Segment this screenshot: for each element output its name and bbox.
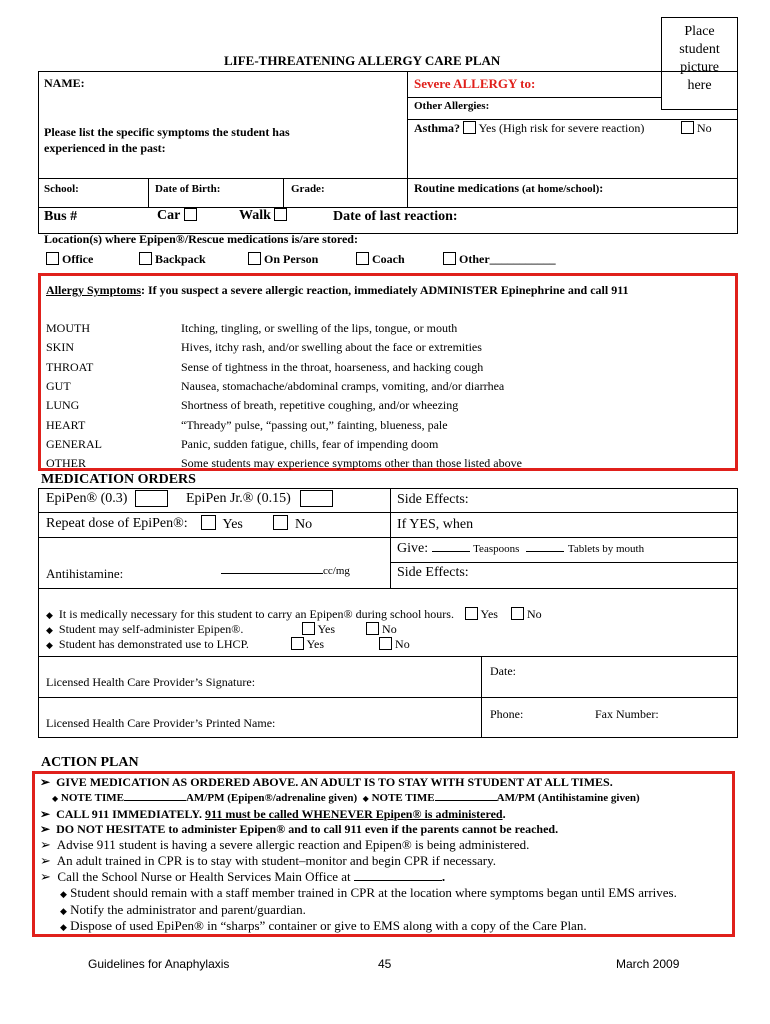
- note-time-label-2: NOTE TIME: [371, 792, 435, 804]
- fax-label: Fax Number:: [595, 707, 659, 721]
- action-text: Advise 911 student is having a severe allergic reaction and Epipen® is being administered.: [56, 837, 530, 852]
- symptom-area: HEART: [46, 418, 86, 432]
- footer-page-number: 45: [378, 957, 392, 971]
- med-bullet-text: Student has demonstrated use to LHCP.: [58, 637, 249, 651]
- location-office: [46, 252, 93, 267]
- diamond-bullet-icon: ◆: [60, 906, 67, 916]
- action-line-5: [40, 837, 529, 853]
- footer-date: March 2009: [616, 957, 680, 971]
- diamond-bullet-icon: ◆: [362, 794, 369, 803]
- symptom-desc: Some students may experience symptoms other than those listed above: [181, 456, 522, 470]
- location-backpack: [139, 252, 206, 267]
- tablets-blank[interactable]: [526, 551, 564, 552]
- lhcp-no-checkbox[interactable]: [379, 637, 392, 650]
- symptom-area: SKIN: [46, 340, 75, 354]
- car-label: Car: [157, 208, 181, 223]
- lhcp-no-label: No: [395, 637, 410, 651]
- note-time-blank-2[interactable]: [435, 800, 497, 801]
- phone-label: Phone:: [490, 707, 524, 721]
- other-checkbox[interactable]: [443, 252, 456, 265]
- repeat-no-label: No: [295, 517, 313, 532]
- symptom-desc: Sense of tightness in the throat, hoarseness, and hacking cough: [181, 360, 484, 374]
- repeat-yes-checkbox[interactable]: [201, 515, 216, 530]
- walk-option: [239, 208, 287, 224]
- diamond-bullet-icon: ◆: [52, 794, 59, 803]
- arrow-bullet-icon: ➢: [40, 822, 51, 836]
- routine-meds: [414, 181, 603, 196]
- allergy-symptoms-title: Allergy Symptoms: [46, 283, 141, 297]
- walk-checkbox[interactable]: [274, 208, 287, 221]
- note-time-blank-1[interactable]: [124, 800, 186, 801]
- signature-label: Licensed Health Care Provider’s Signature:: [46, 675, 256, 689]
- call-911-end: .: [502, 807, 506, 821]
- asthma-row: [414, 121, 644, 136]
- action-line-7: [40, 869, 445, 885]
- medication-heading: MEDICATION ORDERS: [41, 472, 196, 487]
- repeat-dose-label: Repeat dose of EpiPen®:: [46, 516, 188, 531]
- symptom-area: GENERAL: [46, 437, 102, 451]
- location-coach: [356, 252, 405, 267]
- med-bullet-3: [46, 637, 249, 652]
- symptom-area: MOUTH: [46, 321, 90, 335]
- coach-label: Coach: [372, 252, 405, 266]
- symptom-desc: Panic, sudden fatigue, chills, fear of impending doom: [181, 437, 439, 451]
- epipen-label: EpiPen® (0.3): [46, 491, 128, 506]
- arrow-bullet-icon: ➢: [40, 853, 51, 868]
- action-sub-1: [60, 885, 677, 901]
- symptom-area: THROAT: [46, 360, 94, 374]
- arrow-bullet-icon: ➢: [40, 775, 51, 789]
- action-sub-2: [60, 902, 306, 918]
- printed-name-label: Licensed Health Care Provider’s Printed Name:: [46, 716, 276, 730]
- ampm-label-2: AM/PM (Antihistamine given): [496, 792, 640, 804]
- name-label: NAME:: [44, 76, 85, 90]
- carry-no-checkbox[interactable]: [511, 607, 524, 620]
- allergy-symptoms-note: : If you suspect a severe allergic reaction, immediately ADMINISTER Epinephrine and call 911: [141, 283, 629, 297]
- asthma-no-row: [681, 121, 712, 136]
- side-effects-label: Side Effects:: [397, 492, 469, 507]
- antihistamine-label: Antihistamine:: [46, 566, 124, 581]
- asthma-no-checkbox[interactable]: [681, 121, 694, 134]
- symptom-area: OTHER: [46, 456, 86, 470]
- asthma-no-label: No: [697, 121, 712, 135]
- symptoms-prompt: Please list the specific symptoms the student has experienced in the past:: [44, 125, 290, 155]
- if-yes-when-label: If YES, when: [397, 517, 474, 532]
- action-plan-heading: ACTION PLAN: [41, 755, 139, 770]
- office-label: Office: [62, 252, 94, 266]
- action-line-4: [40, 822, 558, 837]
- photo-box-label: Place student picture here: [679, 24, 720, 93]
- diamond-bullet-icon: ◆: [46, 640, 53, 650]
- epipen-checkbox[interactable]: [135, 490, 168, 507]
- action-line-7-end: .: [441, 869, 446, 884]
- on-person-checkbox[interactable]: [248, 252, 261, 265]
- symptom-area: LUNG: [46, 398, 80, 412]
- action-sub-3: [60, 918, 587, 934]
- backpack-label: Backpack: [155, 252, 206, 266]
- office-checkbox[interactable]: [46, 252, 59, 265]
- other-blank: ___________: [489, 252, 556, 266]
- action-line-3: [40, 807, 506, 822]
- asthma-yes-checkbox[interactable]: [463, 121, 476, 134]
- lhcp-yes-label: Yes: [306, 637, 325, 651]
- antihistamine-blank[interactable]: [221, 573, 323, 574]
- other-label: Other: [459, 252, 490, 266]
- arrow-bullet-icon: ➢: [40, 837, 51, 852]
- give-label: Give:: [397, 541, 429, 556]
- action-text: Student should remain with a staff member trained in CPR at the location where symptoms began until EMS arrives.: [70, 885, 677, 900]
- carry-yes-checkbox[interactable]: [465, 607, 478, 620]
- routine-meds-colon: :: [599, 181, 604, 195]
- action-text: Notify the administrator and parent/guardian.: [70, 902, 306, 917]
- asthma-label: Asthma?: [414, 121, 461, 135]
- teaspoons-label: Teaspoons: [473, 543, 520, 555]
- page-title: LIFE-THREATENING ALLERGY CARE PLAN: [224, 53, 501, 68]
- repeat-no: [273, 515, 312, 533]
- epipen-jr-checkbox[interactable]: [300, 490, 333, 507]
- self-admin-yes-checkbox[interactable]: [302, 622, 315, 635]
- epipen-jr-label: EpiPen Jr.® (0.15): [186, 491, 291, 506]
- ccmg-label: cc/mg: [323, 565, 350, 577]
- other-allergies-label: Other Allergies:: [414, 100, 490, 112]
- allergy-symptoms-heading: [46, 283, 629, 298]
- symptom-desc: Itching, tingling, or swelling of the lips, tongue, or mouth: [181, 321, 458, 335]
- diamond-bullet-icon: ◆: [46, 610, 53, 620]
- tablets-label: Tablets by mouth: [567, 543, 645, 555]
- asthma-yes-label: Yes (High risk for severe reaction): [478, 121, 645, 135]
- diamond-bullet-icon: ◆: [46, 625, 53, 635]
- bus-label: Bus #: [44, 209, 78, 224]
- teaspoons-blank[interactable]: [432, 551, 470, 552]
- symptom-desc: Hives, itchy rash, and/or swelling about the face or extremities: [181, 340, 482, 354]
- carry-no-label: No: [526, 607, 542, 621]
- give-row: [397, 541, 644, 557]
- side-effects-label-2: Side Effects:: [397, 565, 469, 580]
- med-bullet-1: [46, 607, 542, 622]
- antihistamine-dose: [221, 565, 350, 577]
- symptom-desc: Shortness of breath, repetitive coughing, and/or wheezing: [181, 398, 459, 412]
- dob-label: Date of Birth:: [155, 183, 221, 195]
- symptom-desc: “Thready” pulse, “passing out,” fainting, blueness, pale: [181, 418, 448, 432]
- self-admin-no-label: No: [382, 622, 397, 636]
- ampm-label-1: AM/PM (Epipen®/adrenaline given): [185, 792, 358, 804]
- action-line-2: [52, 792, 640, 804]
- location-on-person: [248, 252, 318, 267]
- severe-allergy-label: Severe ALLERGY to:: [414, 76, 536, 91]
- epipen-row: [46, 491, 127, 507]
- car-checkbox[interactable]: [184, 208, 197, 221]
- self-admin-yes-label: Yes: [317, 622, 336, 636]
- action-line-1: [40, 775, 613, 790]
- backpack-checkbox[interactable]: [139, 252, 152, 265]
- self-admin-no-checkbox[interactable]: [366, 622, 379, 635]
- school-label: School:: [44, 183, 79, 195]
- carry-yes-label: Yes: [480, 607, 498, 621]
- arrow-bullet-icon: ➢: [40, 807, 51, 821]
- arrow-bullet-icon: ➢: [40, 869, 51, 884]
- note-time-label-1: NOTE TIME: [60, 792, 124, 804]
- med-bullet-text: Student may self-administer Epipen®.: [58, 622, 244, 636]
- symptom-area: GUT: [46, 379, 71, 393]
- date-label: Date:: [490, 664, 516, 678]
- routine-meds-label: Routine medications: [414, 181, 519, 195]
- call-911-underlined: 911 must be called WHENEVER Epipen® is administered: [205, 807, 503, 821]
- repeat-yes: [201, 515, 243, 533]
- action-text: Dispose of used EpiPen® in “sharps” container or give to EMS along with a copy of the Care Plan.: [70, 918, 587, 933]
- location-other: [443, 252, 556, 267]
- routine-meds-note: (at home/school): [522, 183, 600, 195]
- med-bullet-text: It is medically necessary for this student to carry an Epipen® during school hours.: [58, 607, 454, 621]
- repeat-yes-label: Yes: [222, 517, 243, 532]
- lhcp-options: [291, 637, 410, 652]
- walk-label: Walk: [239, 208, 271, 223]
- med-bullet-2: [46, 622, 243, 637]
- grade-label: Grade:: [291, 183, 325, 195]
- action-text: Call the School Nurse or Health Services Main Office at: [57, 869, 351, 884]
- diamond-bullet-icon: ◆: [60, 922, 67, 932]
- self-admin-options: [302, 622, 397, 637]
- action-text: DO NOT HESITATE to administer Epipen® and to call 911 even if the parents cannot be reached.: [56, 822, 559, 836]
- call-911-text: CALL 911 IMMEDIATELY.: [56, 807, 202, 821]
- action-line-6: [40, 853, 496, 869]
- action-text: An adult trained in CPR is to stay with student–monitor and begin CPR if necessary.: [56, 853, 497, 868]
- repeat-no-checkbox[interactable]: [273, 515, 288, 530]
- car-option: [157, 208, 197, 224]
- coach-checkbox[interactable]: [356, 252, 369, 265]
- lhcp-yes-checkbox[interactable]: [291, 637, 304, 650]
- on-person-label: On Person: [264, 252, 319, 266]
- footer-left: Guidelines for Anaphylaxis: [88, 957, 230, 971]
- last-reaction-label: Date of last reaction:: [333, 209, 458, 224]
- symptom-desc: Nausea, stomachache/abdominal cramps, vomiting, and/or diarrhea: [181, 379, 505, 393]
- location-label: Location(s) where Epipen®/Rescue medications is/are stored:: [44, 232, 358, 246]
- diamond-bullet-icon: ◆: [60, 889, 67, 899]
- action-text: GIVE MEDICATION AS ORDERED ABOVE. AN ADULT IS TO STAY WITH STUDENT AT ALL TIMES.: [56, 775, 613, 789]
- main-office-blank[interactable]: [354, 880, 442, 881]
